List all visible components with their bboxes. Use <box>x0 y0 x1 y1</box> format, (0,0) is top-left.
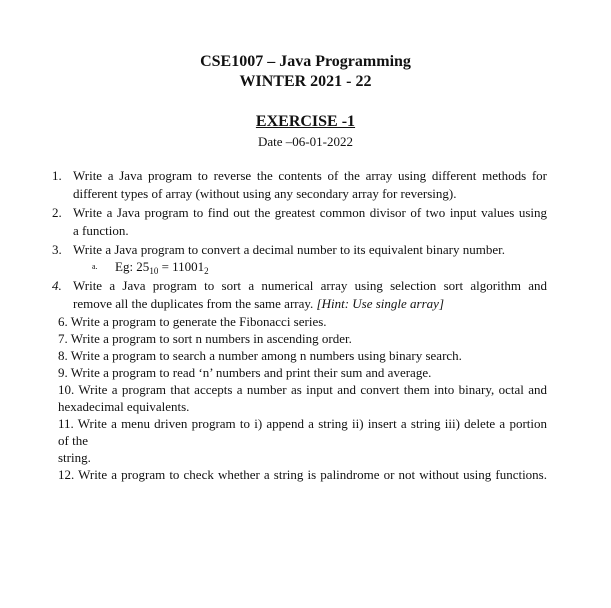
question-4-hint: [Hint: Use single array] <box>316 296 444 311</box>
question-2-line-1: Write a Java program to find out the greatest common divisor of two input values using <box>73 205 547 220</box>
semester-title: WINTER 2021 - 22 <box>239 73 372 90</box>
example-base2: 2 <box>204 266 209 276</box>
example-base10: 10 <box>149 266 159 276</box>
question-4-line-2 <box>73 295 444 312</box>
question-4-line-2-text: remove all the duplicates from the same array. <box>73 296 314 311</box>
question-8: 8. Write a program to search a number among n numbers using binary search. <box>58 348 462 363</box>
question-11-line-3: string. <box>58 450 91 465</box>
question-3-sub-marker: a. <box>92 262 98 271</box>
course-title: CSE1007 – Java Programming <box>200 53 411 70</box>
question-2-line-2: a function. <box>73 223 129 238</box>
question-3-number: 3. <box>52 242 62 257</box>
question-12: 12. Write a program to check whether a string is palindrome or not without using functions. <box>58 467 547 482</box>
exercise-date: Date –06-01-2022 <box>258 134 353 149</box>
question-6: 6. Write a program to generate the Fibonacci series. <box>58 314 327 329</box>
question-10-line-1: 10. Write a program that accepts a number as input and convert them into binary, octal and <box>58 382 547 397</box>
question-10-line-2: hexadecimal equivalents. <box>58 399 190 414</box>
exercise-heading: EXERCISE -1 <box>255 113 356 130</box>
question-3-line-1: Write a Java program to convert a decimal number to its equivalent binary number. <box>73 242 505 257</box>
question-11-line-1: 11. Write a menu driven program to i) append a string ii) insert a string iii) delete a portion <box>58 416 547 431</box>
question-7: 7. Write a program to sort n numbers in ascending order. <box>58 331 352 346</box>
question-4-number: 4. <box>52 278 62 293</box>
question-11-line-2: of the <box>58 433 88 448</box>
example-prefix: Eg: 25 <box>115 259 150 274</box>
example-equals: = 11001 <box>158 259 205 274</box>
question-1-line-2: different types of array (without using any secondary array for reversing). <box>73 186 457 201</box>
question-1-number: 1. <box>52 168 62 183</box>
question-1-line-1: Write a Java program to reverse the contents of the array using different methods for <box>73 168 547 183</box>
question-3-example <box>115 258 209 275</box>
question-2-number: 2. <box>52 205 62 220</box>
question-9: 9. Write a program to read ‘n’ numbers and print their sum and average. <box>58 365 432 380</box>
question-4-line-1: Write a Java program to sort a numerical array using selection sort algorithm and <box>73 278 547 293</box>
